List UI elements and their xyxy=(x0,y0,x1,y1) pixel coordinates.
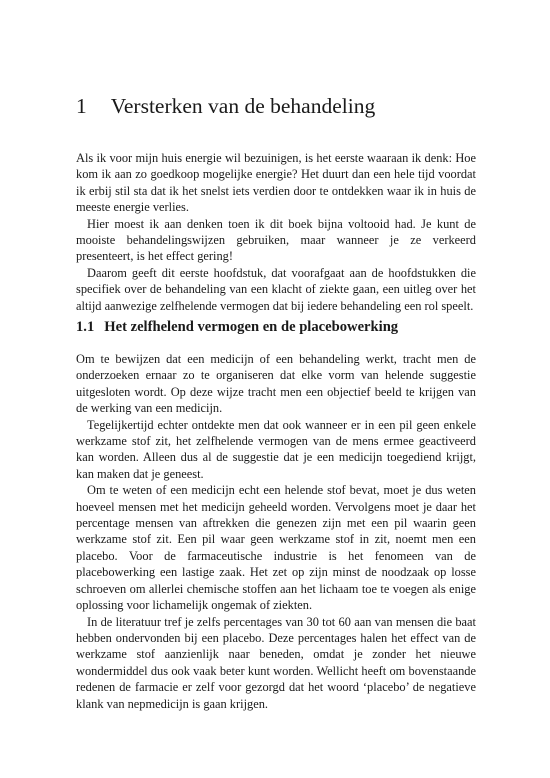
paragraph: Om te weten of een medicijn echt een helende stof bevat, moet je dus weten hoeveel mensen met het medicijn geheeld worden. Vervolgens moet je daar het percentage mensen van aftrekken die genezen zijn met een pil waarin geen werkzame stof zit. Een pil waar geen werkzame stof in zit, noemt men een placebo. Voor de farmaceutische industrie is het fenomeen van de placebowerking een lastige zaak. Het zet op zijn minst de noodzaak op losse schroeven om allerlei chemische stoffen aan het lichaam toe te voegen als enige oplossing voor lichamelijk ongemak of ziekten. xyxy=(76,483,476,613)
intro-text xyxy=(76,150,476,314)
chapter-title: Versterken van de behandeling xyxy=(110,94,376,118)
paragraph: Om te bewijzen dat een medicijn of een behandeling werkt, tracht men de onderzoeken ernaar zo te organiseren dat elke vorm van helende suggestie uitgesloten wordt. Op deze wijze tracht men een objectief beeld te krijgen van de werking van een medicijn. xyxy=(76,352,476,416)
paragraph: Tegelijkertijd echter ontdekte men dat ook wanneer er in een pil geen enkele werkzame stof zit, het zelfhelende vermogen van de mens ermee geactiveerd kan worden. Alleen dus al de suggestie dat je een medicijn toegediend krijgt, kan maken dat je geneest. xyxy=(76,417,476,481)
chapter-heading xyxy=(76,93,476,119)
chapter-number: 1 xyxy=(76,94,87,118)
paragraph: Hier moest ik aan denken toen ik dit boek bijna voltooid had. Je kunt de mooiste behandelingswijzen gebruiken, maar wanneer je ze verkeerd presenteert, is het effect gering! xyxy=(76,216,476,264)
section-text xyxy=(76,351,476,712)
paragraph: In de literatuur tref je zelfs percentages van 30 tot 60 aan van mensen die baat hebben ondervonden bij een placebo. Deze percentages halen het effect van de werkzame stof aanzienlijk naar beneden, omdat je zonder het nieuwe wondermiddel dus ook vaak beter kunt worden. Wellicht heeft om bovenstaande redenen de farmacie er zelf voor gezorgd dat het woord ‘placebo’ de negatieve klank van nepmedicijn is gaan krijgen. xyxy=(76,614,476,711)
section-heading xyxy=(76,318,476,336)
section-title: Het zelfhelend vermogen en de placebowerking xyxy=(104,319,399,335)
section-number: 1.1 xyxy=(76,319,95,335)
paragraph: Daarom geeft dit eerste hoofdstuk, dat voorafgaat aan de hoofdstukken die specifiek over de behandeling van een klacht of ziekte gaan, een uitleg over het altijd aanwezige zelfhelende vermogen dat bij iedere behandeling een rol speelt. xyxy=(76,265,476,313)
paragraph: Als ik voor mijn huis energie wil bezuinigen, is het eerste waaraan ik denk: Hoe kom ik aan zo goedkoop mogelijke energie? Het duurt dan een hele tijd voordat ik erbij stil sta dat ik het snelst iets verdien door te ontdekken waar ik in huis de meeste energie verlies. xyxy=(76,151,476,215)
